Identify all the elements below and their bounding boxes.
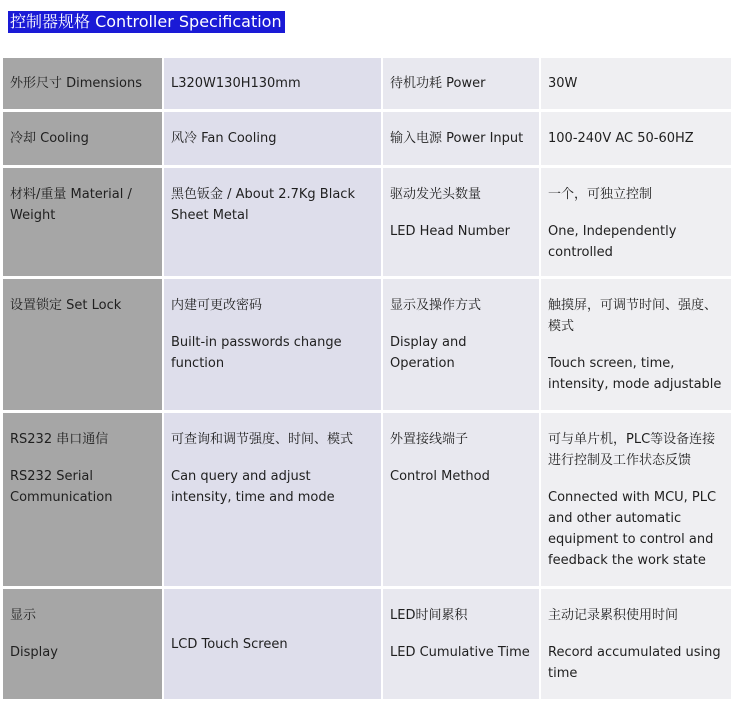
spec-label: 材料/重量 Material / Weight — [3, 168, 162, 276]
spec-value: 触摸屏，可调节时间、强度、模式 Touch screen, time, intensity, mode adjustable — [541, 279, 731, 410]
table-row — [3, 58, 731, 109]
spec-label: 驱动发光头数量 LED Head Number — [383, 168, 539, 276]
spec-label: RS232 串口通信 RS232 Serial Communication — [3, 413, 162, 586]
page-title: 控制器规格 Controller Specification — [8, 11, 285, 33]
spec-value: 一个，可独立控制 One, Independently controlled — [541, 168, 731, 276]
spec-table — [1, 55, 733, 702]
table-row — [3, 279, 731, 410]
table-row — [3, 413, 731, 586]
table-row — [3, 168, 731, 276]
spec-label: 显示 Display — [3, 589, 162, 699]
spec-value: LCD Touch Screen — [164, 589, 381, 699]
spec-label: 设置锁定 Set Lock — [3, 279, 162, 410]
spec-label: 显示及操作方式 Display and Operation — [383, 279, 539, 410]
spec-value: 黑色钣金 / About 2.7Kg Black Sheet Metal — [164, 168, 381, 276]
spec-value: 主动记录累积使用时间 Record accumulated using time — [541, 589, 731, 699]
spec-value: 可与单片机，PLC等设备连接进行控制及工作状态反馈 Connected with MCU, PLC and other automatic equipment to control and feedback the work state — [541, 413, 731, 586]
spec-label: LED时间累积 LED Cumulative Time — [383, 589, 539, 699]
spec-value: 30W — [541, 58, 731, 109]
spec-label: 输入电源 Power Input — [383, 112, 539, 165]
spec-value: L320W130H130mm — [164, 58, 381, 109]
spec-value: 可查询和调节强度、时间、模式 Can query and adjust intensity, time and mode — [164, 413, 381, 586]
table-row — [3, 589, 731, 699]
spec-value: 风冷 Fan Cooling — [164, 112, 381, 165]
spec-label: 待机功耗 Power — [383, 58, 539, 109]
spec-label: 冷却 Cooling — [3, 112, 162, 165]
spec-value: 内建可更改密码 Built-in passwords change function — [164, 279, 381, 410]
spec-value: 100-240V AC 50-60HZ — [541, 112, 731, 165]
table-row — [3, 112, 731, 165]
spec-label: 外形尺寸 Dimensions — [3, 58, 162, 109]
spec-label: 外置接线端子 Control Method — [383, 413, 539, 586]
